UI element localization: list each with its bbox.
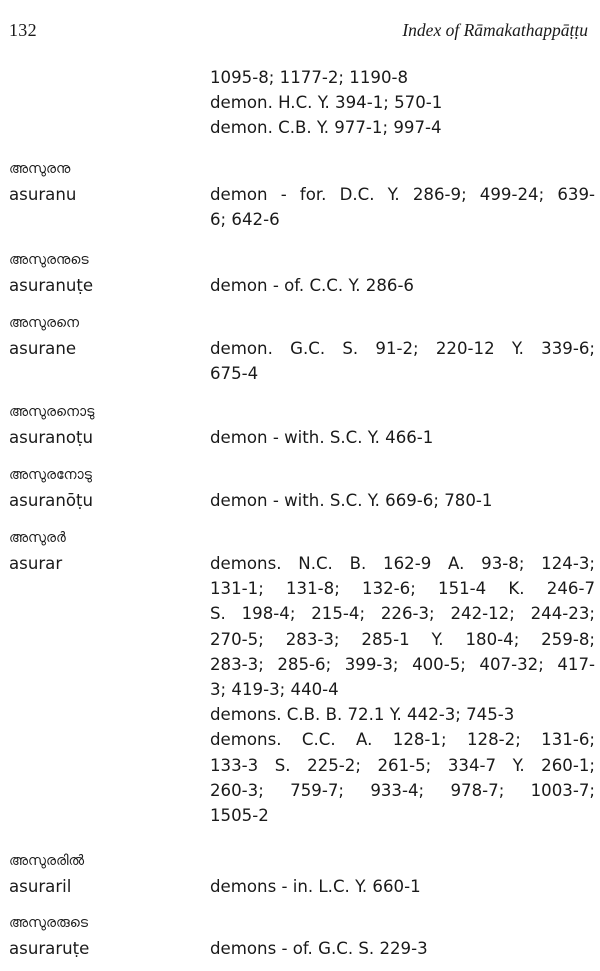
- definition-line: demon - with. S.C. Y. 669-6; 780-1: [210, 491, 493, 510]
- malayalam-headword: അസുരനോടു: [9, 467, 92, 483]
- definition-line: S. 198-4; 215-4; 226-3; 242-12; 244-23;: [210, 604, 595, 624]
- malayalam-headword: അസുരരിൽ: [9, 853, 85, 869]
- definition-line: demons. C.B. B. 72.1 Y. 442-3; 745-3: [210, 705, 515, 725]
- definition: [210, 936, 595, 961]
- definition-line: demon. C.B. Y. 977-1; 997-4: [210, 118, 442, 138]
- definition-line: demons. N.C. B. 162-9 A. 93-8; 124-3;: [210, 554, 595, 573]
- malayalam-headword: അസുരർ: [9, 530, 66, 546]
- malayalam-headword: അസുരനു: [9, 161, 71, 177]
- continuation-block: [210, 65, 595, 141]
- definition: [210, 336, 595, 386]
- malayalam-headword: അസുരനൊടു: [9, 404, 95, 420]
- page-number: 132: [9, 20, 37, 40]
- transliteration: asuranuṭe: [9, 276, 94, 295]
- definition-line: 675-4: [210, 364, 259, 384]
- malayalam-headword: അസുരനെ: [9, 315, 79, 331]
- definition-line: 1095-8; 1177-2; 1190-8: [210, 68, 409, 87]
- definition-line: demon - of. C.C. Y. 286-6: [210, 276, 414, 295]
- definition-line: 1505-2: [210, 806, 269, 826]
- transliteration: asurar: [9, 554, 63, 573]
- definition-line: 3; 419-3; 440-4: [210, 680, 339, 700]
- definition-line: 283-3; 285-6; 399-3; 400-5; 407-32; 417-: [210, 654, 595, 674]
- definition-line: demon. G.C. S. 91-2; 220-12 Y. 339-6;: [210, 339, 595, 358]
- definition-line: demons. C.C. A. 128-1; 128-2; 131-6;: [210, 730, 595, 750]
- definition-line: 131-1; 131-8; 132-6; 151-4 K. 246-7: [210, 579, 595, 599]
- definition-line: 6; 642-6: [210, 210, 280, 230]
- definition: [210, 488, 595, 513]
- definition-line: demons - of. G.C. S. 229-3: [210, 939, 428, 958]
- running-title: Index of Rāmakathappāṭṭu: [402, 20, 588, 40]
- definition: [210, 551, 595, 828]
- definition: [210, 874, 595, 899]
- malayalam-headword: അസുരനുടെ: [9, 252, 89, 268]
- definition-line: demons - in. L.C. Y. 660-1: [210, 877, 421, 896]
- definition-line: 270-5; 283-3; 285-1 Y. 180-4; 259-8;: [210, 629, 595, 649]
- definition-line: demon - with. S.C. Y. 466-1: [210, 428, 434, 447]
- definition-line: 260-3; 759-7; 933-4; 978-7; 1003-7;: [210, 780, 595, 800]
- definition-line: demon - for. D.C. Y. 286-9; 499-24; 639-: [210, 185, 595, 204]
- transliteration: asuranōṭu: [9, 491, 94, 510]
- definition: [210, 273, 595, 298]
- transliteration: asurane: [9, 339, 77, 358]
- transliteration: asuranoṭu: [9, 428, 94, 447]
- definition-line: 133-3 S. 225-2; 261-5; 334-7 Y. 260-1;: [210, 755, 595, 775]
- definition: [210, 182, 595, 232]
- page-header: [0, 18, 600, 48]
- malayalam-headword: അസുരരുടെ: [9, 915, 89, 931]
- definition-line: demon. H.C. Y. 394-1; 570-1: [210, 93, 443, 113]
- transliteration: asuraril: [9, 877, 72, 896]
- transliteration: asuraruṭe: [9, 939, 90, 958]
- definition: [210, 425, 595, 450]
- transliteration: asuranu: [9, 185, 77, 204]
